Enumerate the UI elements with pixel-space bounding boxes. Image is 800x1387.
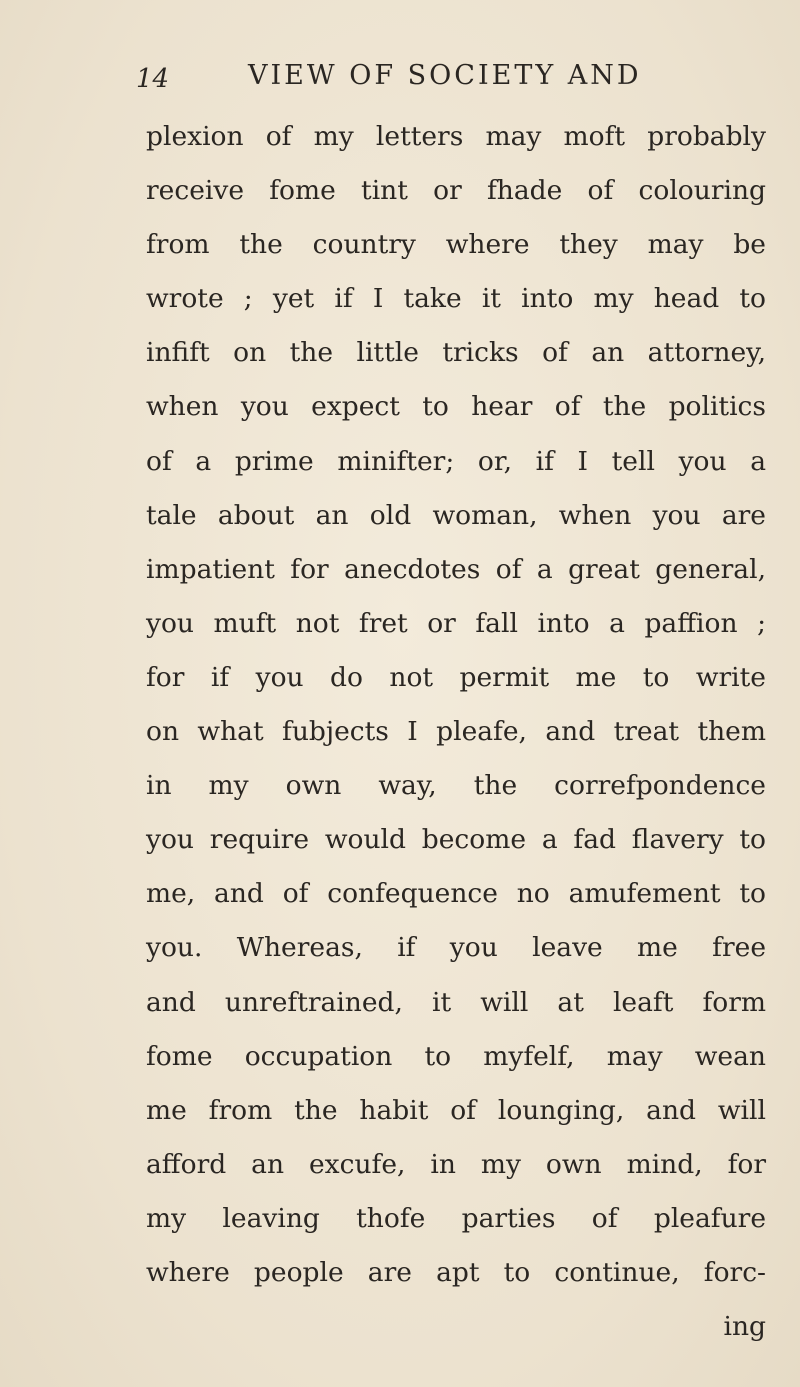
text-line: you require would become a fad flavery to	[146, 824, 766, 856]
running-title: VIEW OF SOCIETY AND	[248, 60, 642, 91]
text-line: my leaving thofe parties of pleafure	[146, 1202, 766, 1234]
page-number: 14	[136, 64, 170, 94]
text-line: where people are apt to continue, forc-	[146, 1256, 766, 1288]
text-line: tale about an old woman, when you are	[146, 499, 766, 531]
text-line: you. Whereas, if you leave me free	[146, 932, 766, 964]
text-line: wrote ; yet if I take it into my head to	[146, 283, 766, 315]
text-line: fome occupation to myfelf, may wean	[146, 1040, 766, 1072]
text-line: when you expect to hear of the politics	[146, 391, 766, 423]
text-line: receive fome tint or fhade of colouring	[146, 175, 766, 207]
running-head	[136, 60, 736, 100]
text-line: from the country where they may be	[146, 229, 766, 261]
text-line: afford an excufe, in my own mind, for	[146, 1148, 766, 1180]
catchword: ing	[723, 1311, 766, 1343]
text-line: in my own way, the correfpondence	[146, 770, 766, 802]
text-line: of a prime minifter; or, if I tell you a	[146, 445, 766, 477]
text-line: on what fubjects I pleafe, and treat them	[146, 716, 766, 748]
body-text	[146, 110, 766, 1354]
text-line: and unreftrained, it will at leaft form	[146, 986, 766, 1018]
text-line: impatient for anecdotes of a great general,	[146, 553, 766, 585]
text-line: me from the habit of lounging, and will	[146, 1094, 766, 1126]
text-line: infift on the little tricks of an attorney,	[146, 337, 766, 369]
text-line: me, and of confequence no amufement to	[146, 878, 766, 910]
text-line: for if you do not permit me to write	[146, 661, 766, 693]
text-line: you muft not fret or fall into a paffion ;	[146, 607, 766, 639]
text-line: plexion of my letters may moft probably	[146, 121, 766, 152]
